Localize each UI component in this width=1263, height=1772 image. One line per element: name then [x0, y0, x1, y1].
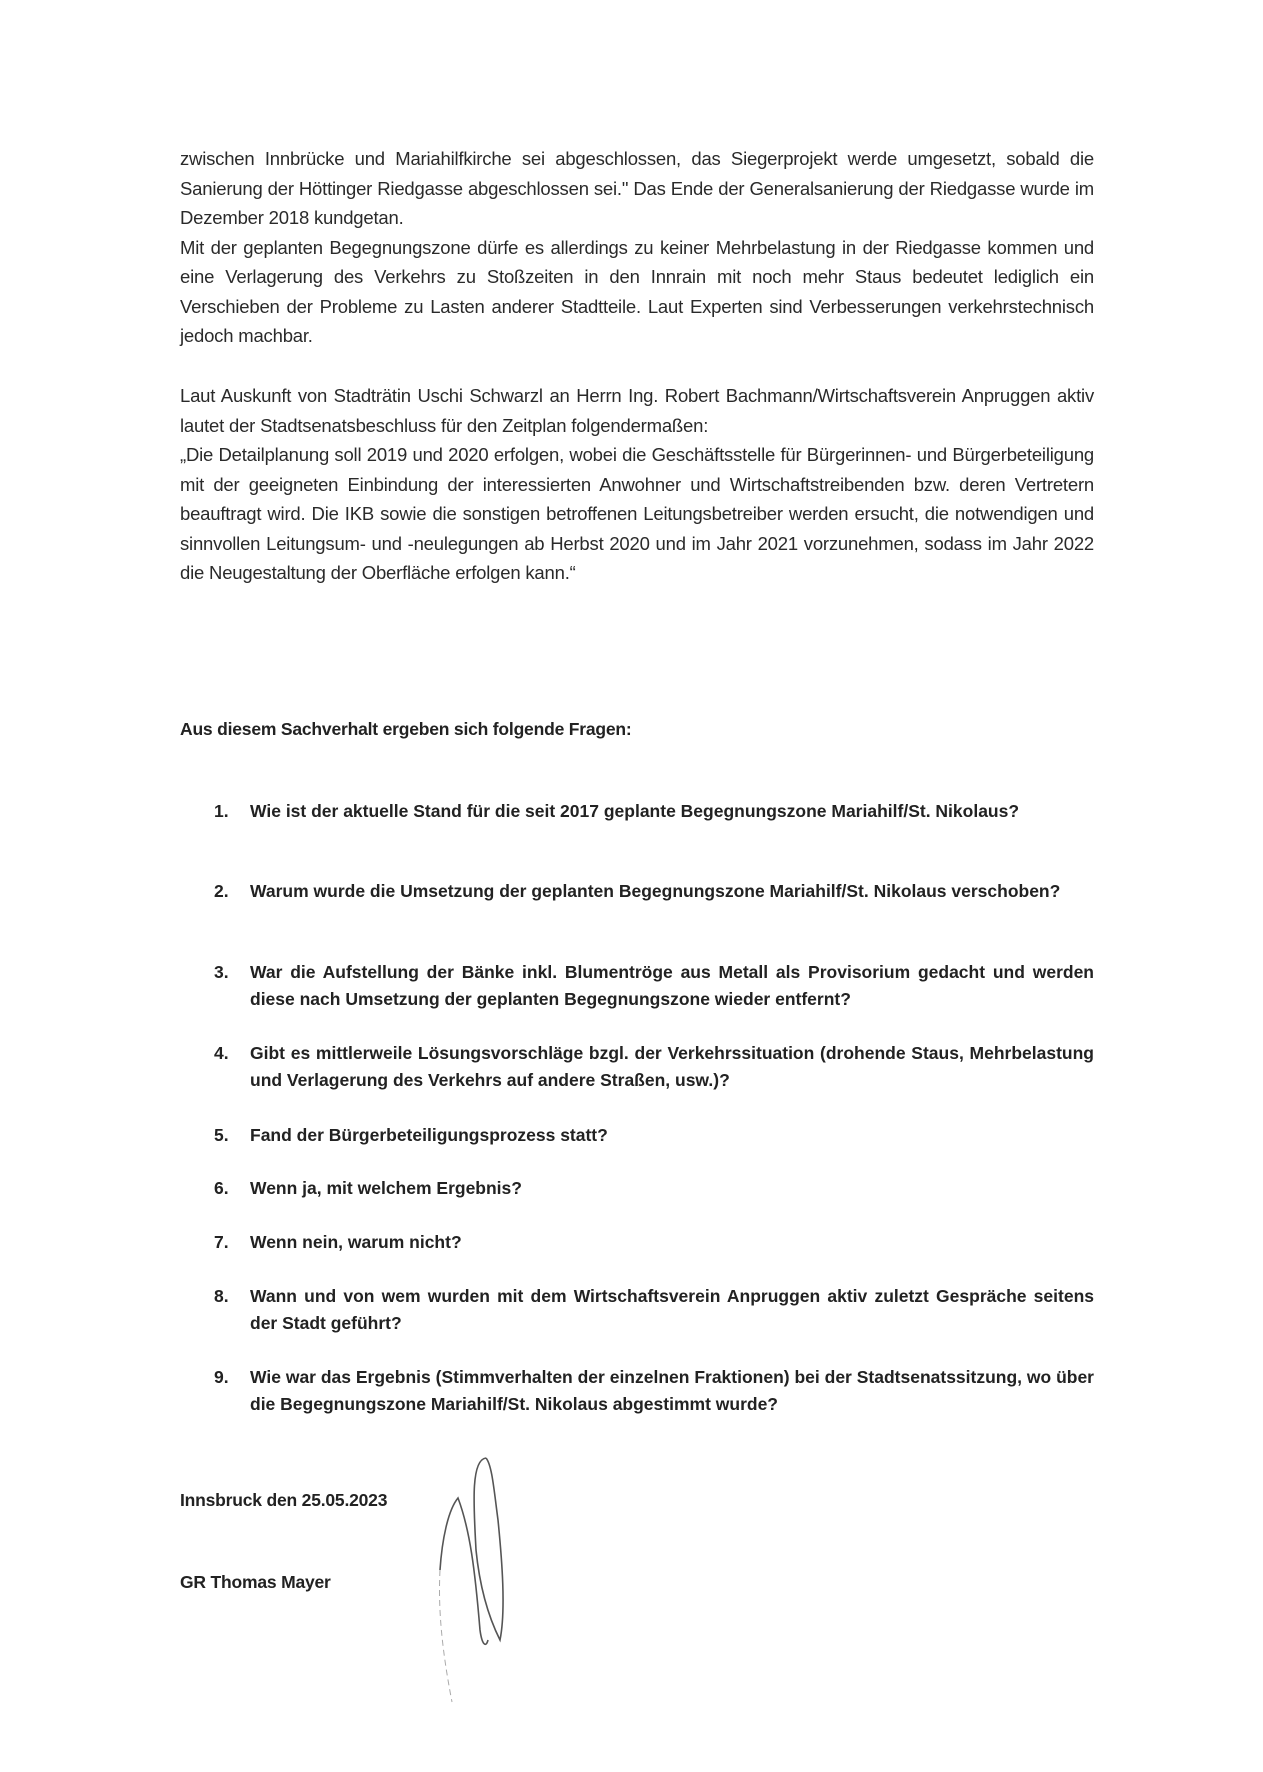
question-number: 6. — [214, 1178, 229, 1198]
place-date: Innsbruck den 25.05.2023 — [180, 1490, 388, 1510]
handwritten-signature — [430, 1450, 540, 1710]
question-number: 5. — [214, 1125, 229, 1145]
question-item — [214, 798, 1094, 825]
questions-heading: Aus diesem Sachverhalt ergeben sich folgende Fragen: — [180, 719, 632, 739]
intro-paragraph-2 — [180, 381, 1094, 588]
question-item — [214, 1040, 1094, 1094]
question-item — [214, 1229, 1094, 1256]
intro-paragraph-1 — [180, 144, 1094, 351]
question-item — [214, 959, 1094, 1013]
question-text: Gibt es mittlerweile Lösungsvorschläge bzgl. der Verkehrssituation (drohende Staus, Mehrbelastung und Verlagerung des Verkehrs auf andere Straßen, usw.)? — [250, 1043, 1094, 1090]
question-text: Wenn nein, warum nicht? — [250, 1232, 462, 1252]
question-text: Fand der Bürgerbeteiligungsprozess statt? — [250, 1125, 608, 1145]
question-item — [214, 1283, 1094, 1337]
question-number: 1. — [214, 801, 229, 821]
question-text: Wenn ja, mit welchem Ergebnis? — [250, 1178, 522, 1198]
question-text: Wie ist der aktuelle Stand für die seit 2017 geplante Begegnungszone Mariahilf/St. Nikolaus? — [250, 801, 1020, 821]
question-item — [214, 1122, 1094, 1149]
question-number: 9. — [214, 1367, 229, 1387]
paragraph-text: Mit der geplanten Begegnungszone dürfe es allerdings zu keiner Mehrbelastung in der Riedgasse kommen und eine Verlagerung des Verkehrs zu Stoßzeiten in den Innrain mit noch mehr Staus bedeutet lediglich ein Verschieben der Probleme zu Lasten anderer Stadtteile. Laut Experten sind Verbesserungen verkehrstechnisch jedoch machbar. — [180, 236, 1094, 346]
paragraph-text: Laut Auskunft von Stadträtin Uschi Schwarzl an Herrn Ing. Robert Bachmann/Wirtschaftsverein Anpruggen aktiv lautet der Stadtsenatsbeschluss für den Zeitplan folgendermaßen: — [180, 385, 1094, 436]
question-item — [214, 1175, 1094, 1202]
question-number: 7. — [214, 1232, 229, 1252]
question-text: War die Aufstellung der Bänke inkl. Blumentröge aus Metall als Provisorium gedacht und werden diese nach Umsetzung der geplanten Begegnungszone wieder entfernt? — [250, 962, 1094, 1009]
question-text: Wie war das Ergebnis (Stimmverhalten der einzelnen Fraktionen) bei der Stadtsenatssitzung, wo über die Begegnungszone Mariahilf/St. Nikolaus abgestimmt wurde? — [250, 1367, 1094, 1414]
question-text: Wann und von wem wurden mit dem Wirtschaftsverein Anpruggen aktiv zuletzt Gespräche seitens der Stadt geführt? — [250, 1286, 1094, 1333]
question-number: 4. — [214, 1043, 229, 1063]
question-item — [214, 878, 1094, 905]
question-number: 2. — [214, 881, 229, 901]
question-number: 3. — [214, 962, 229, 982]
question-item — [214, 1364, 1094, 1418]
question-text: Warum wurde die Umsetzung der geplanten Begegnungszone Mariahilf/St. Nikolaus verschoben? — [250, 881, 1061, 901]
paragraph-text: zwischen Innbrücke und Mariahilfkirche sei abgeschlossen, das Siegerprojekt werde umgesetzt, sobald die Sanierung der Höttinger Riedgasse abgeschlossen sei." Das Ende der Generalsanierung der Riedgasse wurde im Dezember 2018 kundgetan. — [180, 148, 1094, 228]
quote-text: „Die Detailplanung soll 2019 und 2020 erfolgen, wobei die Geschäftsstelle für Bürgerinnen- und Bürgerbeteiligung mit der geeigneten Einbindung der interessierten Anwohner und Wirtschaftstreibenden bzw. deren Vertretern beauftragt wird. Die IKB sowie die sonstigen betroffenen Leitungsbetreiber werden ersucht, die notwendigen und sinnvollen Leitungsum- und -neulegungen ab Herbst 2020 und im Jahr 2021 vorzunehmen, sodass im Jahr 2022 die Neugestaltung der Oberfläche erfolgen kann.“ — [180, 444, 1094, 583]
signatory-name: GR Thomas Mayer — [180, 1572, 331, 1592]
question-number: 8. — [214, 1286, 229, 1306]
